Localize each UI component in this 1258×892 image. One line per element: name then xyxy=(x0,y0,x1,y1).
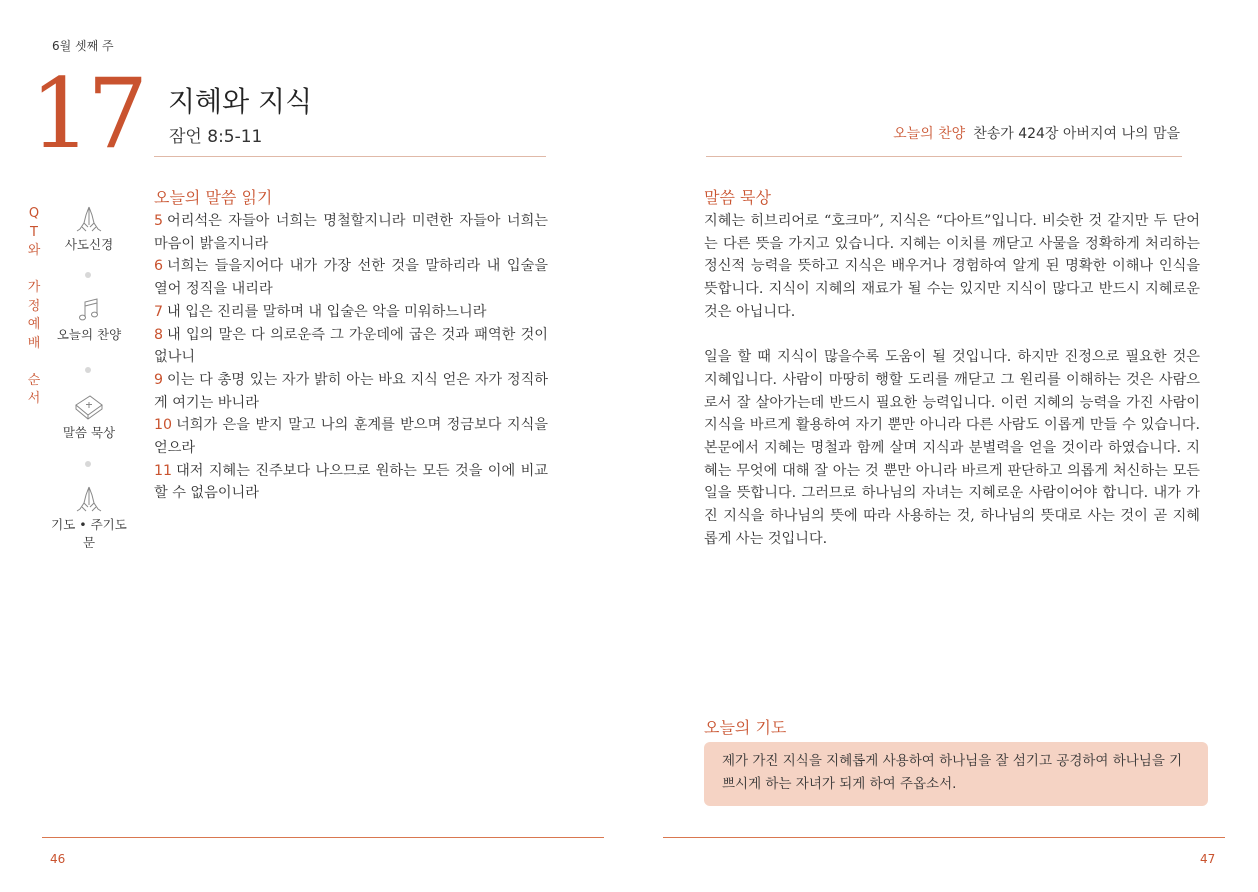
verse xyxy=(154,414,548,459)
hymn-title: 찬송가 424장 아버지여 나의 맘을 xyxy=(973,126,1180,142)
verse-number: 5 xyxy=(154,213,164,229)
verse-text: 너희가 은을 받지 말고 나의 훈계를 받으며 정금보다 지식을 얻으라 xyxy=(154,417,548,457)
meditation-heading: 말씀 묵상 xyxy=(704,188,771,207)
verse-number: 6 xyxy=(154,258,164,275)
nav-separator-dot xyxy=(85,461,91,467)
qt-order-vertical-label: Q T 와 가 정 예 배 순 서 xyxy=(27,206,41,406)
nav-label: 말씀 묵상 xyxy=(62,425,116,440)
verse-text: 내 입의 말은 다 의로운즉 그 가운데에 굽은 것과 패역한 것이 없나니 xyxy=(154,326,548,366)
nav-apostles-creed xyxy=(48,205,130,253)
verse-text: 너희는 들을지어다 내가 가장 선한 것을 말하리라 내 입술을 열어 정직을 내리라 xyxy=(154,258,548,298)
scripture-reference: 잠언 8:5-11 xyxy=(169,127,263,147)
header-divider-right xyxy=(706,156,1182,157)
footer-divider-right xyxy=(663,837,1225,838)
nav-prayer-lords-prayer xyxy=(48,485,130,551)
verse-text: 이는 다 총명 있는 자가 밝히 아는 바요 지식 얻은 자가 정직하게 여기는 바니라 xyxy=(154,371,548,411)
nav-label: 오늘의 찬양 xyxy=(56,327,122,342)
nav-label: 기도 • 주기도문 xyxy=(51,517,127,550)
verse xyxy=(154,369,548,414)
prayer-box xyxy=(704,742,1208,806)
verse-text: 어리석은 자들아 너희는 명철할지니라 미련한 자들아 너희는 마음이 밝을지니라 xyxy=(154,213,548,252)
praying-hands-icon xyxy=(74,205,104,233)
verse-number: 11 xyxy=(154,462,173,479)
meditation-body xyxy=(704,210,1200,573)
prayer-heading: 오늘의 기도 xyxy=(704,718,787,737)
verse-number: 9 xyxy=(154,371,164,388)
week-label: 6월 셋째 주 xyxy=(52,39,114,53)
page-number-right: 47 xyxy=(1200,852,1216,866)
nav-label: 사도신경 xyxy=(64,237,114,252)
hymn-label: 오늘의 찬양 xyxy=(893,126,966,142)
hymn-info xyxy=(893,123,1180,143)
praying-hands-icon xyxy=(74,485,104,513)
meditation-paragraph: 일을 할 때 지식이 많을수록 도움이 될 것입니다. 하지만 진정으로 필요한 것은 지혜입니다. 사람이 마땅히 행할 도리를 깨닫고 그 원리를 이해하는 것은 사람으로서 잘 살아가는데 반드시 필요한 능력입니다. 이런 지혜의 능력을 가진 사람이 지식을 바르게 활용하여 자기 뿐만 아니라 다른 사람도 이롭게 만들 수 있습니다. 본문에서 지혜는 명철과 함께 살며 지식과 분별력을 얻을 것이라 하였습니다. 지혜는 무엇에 대해 잘 아는 것 뿐만 아니라 바르게 판단하고 의롭게 처신하는 모든 일을 뜻합니다. 그러므로 하나님의 자녀는 지혜로운 사람이어야 합니다. 내가 가진 지식을 하나님의 뜻에 따라 사용하는 것, 하나님의 뜻대로 사는 것이 곧 지혜롭게 사는 것입니다. xyxy=(704,349,1200,547)
bible-book-icon xyxy=(73,393,105,421)
music-note-icon xyxy=(77,297,101,323)
verse-text: 대저 지혜는 진주보다 나으므로 원하는 모든 것을 이에 비교할 수 없음이니라 xyxy=(154,462,548,502)
verse xyxy=(154,324,548,369)
prayer-text: 제가 가진 지식을 지혜롭게 사용하여 하나님을 잘 섬기고 공경하여 하나님을 기쁘시게 하는 자녀가 되게 하여 주옵소서. xyxy=(722,753,1183,792)
meditation-paragraph: 지혜는 히브리어로 “호크마”, 지식은 “다아트”입니다. 비슷한 것 같지만 두 단어는 다른 뜻을 가지고 있습니다. 지혜는 이치를 깨닫고 사물을 정확하게 처리하는 정신적 능력을 뜻하고 지식은 배우거나 경험하여 알게 된 명확한 이해나 인식을 뜻합니다. 지식이 지혜의 재료가 될 수는 있지만 지식이 많다고 반드시 지혜로운 것은 아닙니다. xyxy=(704,213,1200,320)
nav-todays-hymn xyxy=(48,297,130,343)
footer-divider-left xyxy=(42,837,604,838)
verse-number: 7 xyxy=(154,303,164,320)
verse xyxy=(154,210,548,255)
verse xyxy=(154,255,548,300)
reading-heading: 오늘의 말씀 읽기 xyxy=(154,188,273,207)
verse xyxy=(154,301,548,324)
header-divider-left xyxy=(154,156,546,157)
page-number-left: 46 xyxy=(50,852,66,866)
day-number: 17 xyxy=(30,58,145,170)
nav-word-meditation xyxy=(48,393,130,441)
nav-separator-dot xyxy=(85,272,91,278)
verse-number: 10 xyxy=(154,417,173,434)
page-title: 지혜와 지식 xyxy=(168,85,313,118)
nav-separator-dot xyxy=(85,367,91,373)
verse-list xyxy=(154,210,548,505)
verse xyxy=(154,460,548,505)
verse-text: 내 입은 진리를 말하며 내 입술은 악을 미워하느니라 xyxy=(167,303,487,320)
verse-number: 8 xyxy=(154,326,164,343)
